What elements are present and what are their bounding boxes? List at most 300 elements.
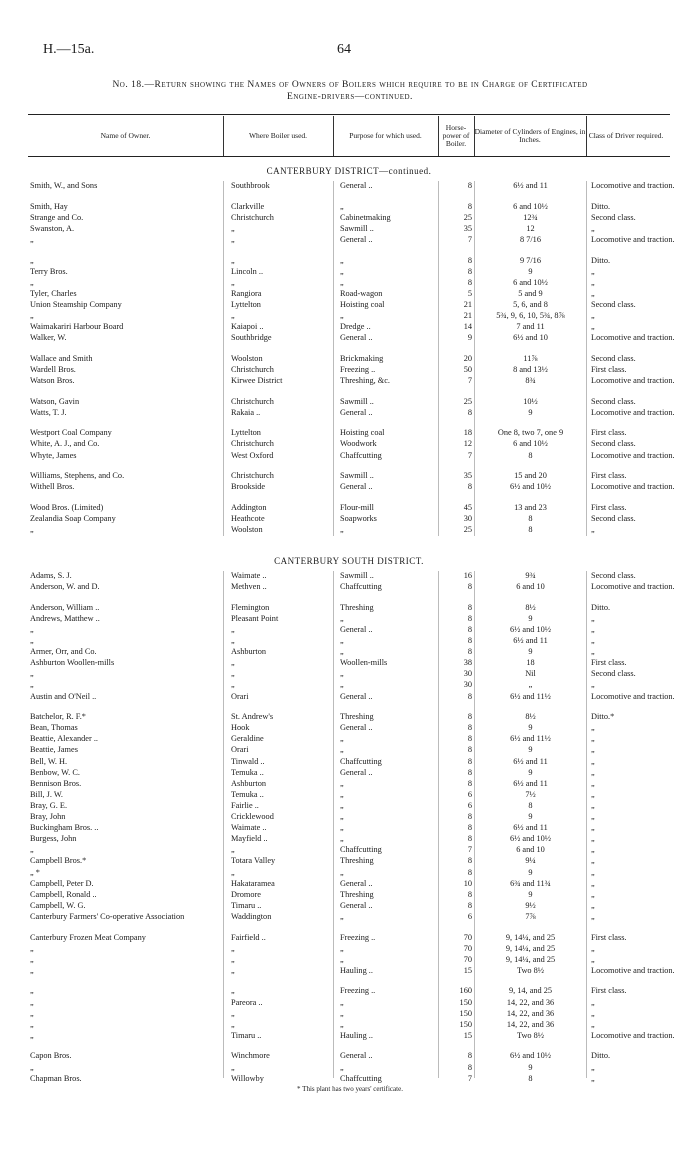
- where-cell: Orari: [231, 745, 249, 755]
- where-cell: Timaru ..: [231, 1030, 262, 1040]
- diameter-cell: 8½: [525, 712, 536, 722]
- column-separator: [586, 181, 587, 536]
- class-cell: First class.: [591, 428, 627, 438]
- purpose-cell: Soapworks: [340, 513, 377, 523]
- horse-power-cell: 70: [463, 943, 472, 953]
- owner-cell: Waimakariri Harbour Board: [30, 322, 124, 332]
- owner-cell: Capon Bros.: [30, 1051, 72, 1061]
- owner-cell: Anderson, W. and D.: [30, 582, 100, 592]
- owner-cell: Smith, W., and Sons: [30, 181, 98, 190]
- where-cell: Hook: [231, 723, 250, 733]
- purpose-cell: „: [340, 778, 344, 788]
- owner-cell: „: [30, 1008, 34, 1018]
- class-cell: Second class.: [591, 571, 636, 580]
- horse-power-cell: 8: [467, 900, 472, 910]
- diameter-cell: One 8, two 7, one 9: [497, 428, 564, 438]
- purpose-cell: Threshing: [340, 856, 374, 866]
- horse-power-cell: 8: [467, 181, 472, 190]
- class-cell: Locomotive and traction.: [591, 582, 675, 592]
- section-title: CANTERBURY DISTRICT—continued.: [266, 166, 432, 176]
- header-divider: [333, 116, 334, 156]
- purpose-cell: Freezing ..: [340, 986, 376, 996]
- owner-cell: Williams, Stephens, and Co.: [30, 471, 125, 481]
- owner-cell: Bray, John: [30, 812, 66, 821]
- class-cell: „: [591, 889, 595, 899]
- horse-power-cell: 8: [467, 1051, 472, 1061]
- where-cell: Southbrook: [231, 181, 270, 190]
- purpose-cell: General ..: [340, 723, 373, 733]
- owner-cell: Bennison Bros.: [30, 778, 82, 788]
- class-cell: „: [591, 789, 595, 799]
- horse-power-cell: 8: [467, 812, 472, 821]
- where-cell: „: [231, 234, 235, 244]
- class-cell: Second class.: [591, 439, 636, 449]
- where-cell: „: [231, 636, 235, 645]
- owner-cell: „: [30, 845, 34, 855]
- owner-cell: Wallace and Smith: [30, 353, 93, 363]
- diameter-cell: 8: [528, 450, 533, 460]
- diameter-cell: 9: [528, 767, 533, 777]
- diameter-cell: 15 and 20: [514, 471, 547, 481]
- where-cell: Christchurch: [231, 364, 274, 374]
- purpose-cell: „: [340, 954, 344, 964]
- purpose-cell: „: [340, 734, 344, 744]
- class-cell: „: [591, 613, 595, 623]
- owner-cell: „: [30, 965, 34, 975]
- where-cell: Tinwald ..: [231, 756, 265, 766]
- class-cell: Locomotive and traction.: [591, 376, 675, 385]
- class-cell: Locomotive and traction.: [591, 234, 675, 244]
- owner-cell: Chapman Bros.: [30, 1073, 82, 1083]
- diameter-cell: 6 and 10½: [513, 201, 548, 211]
- diameter-cell: 9, 14¼, and 25: [505, 954, 556, 964]
- purpose-cell: General ..: [340, 900, 373, 910]
- diameter-cell: 14, 22, and 36: [506, 1019, 555, 1029]
- where-cell: „: [231, 986, 235, 996]
- where-cell: Flemington: [231, 602, 270, 612]
- diameter-cell: 9: [528, 613, 533, 623]
- horse-power-cell: 8: [467, 582, 472, 592]
- horse-power-cell: 8: [467, 201, 472, 211]
- class-cell: „: [591, 624, 595, 634]
- diameter-cell: 7⅞: [525, 911, 536, 921]
- diameter-cell: 9: [528, 407, 533, 417]
- where-cell: Kirwee District: [231, 376, 283, 385]
- class-cell: „: [591, 878, 595, 888]
- diameter-cell: 6 and 10½: [513, 439, 548, 449]
- class-cell: „: [591, 723, 595, 733]
- purpose-cell: „: [340, 613, 344, 623]
- purpose-cell: Threshing: [340, 712, 374, 722]
- purpose-cell: Hauling ..: [340, 1030, 373, 1040]
- owner-cell: „: [30, 1062, 34, 1072]
- purpose-cell: „: [340, 812, 344, 821]
- horse-power-cell: 21: [463, 311, 472, 320]
- diameter-cell: 8½: [525, 602, 536, 612]
- diameter-cell: 5, 6, and 8: [513, 299, 548, 309]
- diameter-cell: 5 and 9: [518, 288, 543, 298]
- header-top-rule: [28, 114, 670, 115]
- where-cell: Dromore: [231, 889, 261, 899]
- header-bottom-rule: [28, 156, 670, 157]
- horse-power-cell: 25: [463, 525, 472, 534]
- diameter-cell: 9¾: [525, 571, 536, 580]
- class-cell: Second class.: [591, 513, 636, 523]
- class-cell: „: [591, 647, 595, 657]
- horse-power-cell: 20: [463, 353, 472, 363]
- purpose-cell: Hoisting coal: [340, 299, 385, 309]
- horse-power-cell: 8: [467, 255, 472, 265]
- horse-power-cell: 8: [467, 889, 472, 899]
- diameter-cell: 8 7/16: [520, 234, 541, 244]
- horse-power-cell: 30: [463, 513, 472, 523]
- diameter-cell: 7½: [525, 789, 536, 799]
- owner-cell: Canterbury Frozen Meat Company: [30, 932, 146, 942]
- class-cell: Locomotive and traction.: [591, 1030, 675, 1040]
- class-cell: „: [591, 266, 595, 276]
- horse-power-cell: 35: [463, 471, 472, 481]
- purpose-cell: „: [340, 834, 344, 844]
- diameter-cell: 10½: [523, 396, 538, 406]
- horse-power-cell: 15: [463, 1030, 472, 1040]
- horse-power-cell: 8: [467, 691, 472, 701]
- owner-cell: Batchelor, R. F.*: [30, 712, 86, 722]
- owner-cell: Watts, T. J.: [30, 407, 67, 417]
- purpose-cell: „: [340, 311, 344, 320]
- purpose-cell: Woollen-mills: [340, 658, 388, 668]
- class-cell: „: [591, 1073, 595, 1083]
- horse-power-cell: 8: [467, 834, 472, 844]
- column-separator: [223, 181, 224, 536]
- horse-power-cell: 12: [463, 439, 472, 449]
- purpose-cell: Chaffcutting: [340, 756, 382, 766]
- class-cell: „: [591, 636, 595, 645]
- purpose-cell: „: [340, 867, 344, 877]
- class-cell: „: [591, 1062, 595, 1072]
- purpose-cell: Chaffcutting: [340, 845, 382, 855]
- purpose-cell: Sawmill ..: [340, 571, 374, 580]
- where-cell: Rakaia ..: [231, 407, 261, 417]
- purpose-cell: „: [340, 636, 344, 645]
- class-cell: Ditto.: [591, 602, 611, 612]
- where-cell: „: [231, 277, 235, 287]
- where-cell: Lincoln ..: [231, 266, 264, 276]
- where-cell: Rangiora: [231, 288, 262, 298]
- purpose-cell: „: [340, 277, 344, 287]
- owner-cell: Campbell, W. G.: [30, 900, 86, 910]
- owner-cell: „: [30, 1019, 34, 1029]
- column-separator: [474, 181, 475, 536]
- where-cell: Heathcote: [231, 513, 265, 523]
- diameter-cell: 9: [528, 266, 533, 276]
- owner-cell: „: [30, 277, 34, 287]
- where-cell: „: [231, 624, 235, 634]
- owner-cell: „: [30, 624, 34, 634]
- class-cell: „: [591, 845, 595, 855]
- owner-cell: Burgess, John: [30, 834, 77, 844]
- purpose-cell: General ..: [340, 691, 373, 701]
- owner-cell: „: [30, 997, 34, 1007]
- class-cell: Ditto.: [591, 255, 611, 265]
- purpose-cell: „: [340, 789, 344, 799]
- class-cell: First class.: [591, 986, 627, 996]
- horse-power-cell: 7: [467, 376, 472, 385]
- purpose-cell: Road-wagon: [340, 288, 383, 298]
- diameter-cell: 9: [528, 723, 533, 733]
- where-cell: Totara Valley: [231, 856, 276, 866]
- horse-power-cell: 7: [467, 450, 472, 460]
- where-cell: Hakataramea: [231, 878, 275, 888]
- diameter-cell: 8: [528, 800, 533, 810]
- page-number: 64: [337, 42, 351, 57]
- class-cell: „: [591, 756, 595, 766]
- horse-power-cell: 150: [459, 1008, 472, 1018]
- where-cell: Methven ..: [231, 582, 267, 592]
- where-cell: Brookside: [231, 482, 266, 492]
- where-cell: Christchurch: [231, 396, 274, 406]
- header-diameter: Diameter of Cylinders of Engines, in Inches.: [474, 127, 586, 144]
- owner-cell: Terry Bros.: [30, 266, 68, 276]
- horse-power-cell: 25: [463, 396, 472, 406]
- class-cell: First class.: [591, 502, 627, 512]
- where-cell: Geraldine: [231, 734, 264, 744]
- class-cell: Locomotive and traction.: [591, 965, 675, 975]
- horse-power-cell: 15: [463, 965, 472, 975]
- owner-cell: Beattie, James: [30, 745, 78, 755]
- owner-cell: Whyte, James: [30, 450, 77, 460]
- class-cell: „: [591, 745, 595, 755]
- class-cell: Ditto.: [591, 201, 611, 211]
- where-cell: Lyttelton: [231, 428, 261, 438]
- purpose-cell: Chaffcutting: [340, 1073, 382, 1083]
- where-cell: Winchmore: [231, 1051, 270, 1061]
- class-cell: Second class.: [591, 396, 636, 406]
- footnote: * This plant has two years' certificate.: [297, 1085, 403, 1093]
- header-divider: [586, 116, 587, 156]
- owner-cell: „: [30, 943, 34, 953]
- owner-cell: Watson, Gavin: [30, 396, 80, 406]
- class-cell: „: [591, 867, 595, 877]
- diameter-cell: 9: [528, 867, 533, 877]
- diameter-cell: 9 7/16: [520, 255, 541, 265]
- horse-power-cell: 9: [467, 333, 472, 343]
- diameter-cell: 6½ and 10½: [509, 834, 552, 844]
- where-cell: Woolston: [231, 525, 263, 534]
- where-cell: „: [231, 954, 235, 964]
- horse-power-cell: 150: [459, 997, 472, 1007]
- owner-cell: „: [30, 525, 34, 534]
- where-cell: „: [231, 223, 235, 233]
- owner-cell: Campbell, Ronald ..: [30, 889, 97, 899]
- where-cell: „: [231, 943, 235, 953]
- purpose-cell: Hauling ..: [340, 965, 373, 975]
- class-cell: First class.: [591, 658, 627, 668]
- owner-cell: Westport Coal Company: [30, 428, 112, 438]
- diameter-cell: 13 and 23: [514, 502, 547, 512]
- class-cell: „: [591, 778, 595, 788]
- horse-power-cell: 8: [467, 1062, 472, 1072]
- horse-power-cell: 25: [463, 212, 472, 222]
- owner-cell: Tyler, Charles: [30, 288, 77, 298]
- owner-cell: Adams, S. J.: [30, 571, 72, 580]
- horse-power-cell: 45: [463, 502, 472, 512]
- class-cell: „: [591, 767, 595, 777]
- purpose-cell: Dredge ..: [340, 322, 371, 332]
- column-separator: [474, 571, 475, 1078]
- owner-cell: Bean, Thomas: [30, 723, 78, 733]
- horse-power-cell: 21: [463, 299, 472, 309]
- owner-cell: Walker, W.: [30, 333, 67, 343]
- diameter-cell: 9: [528, 812, 533, 821]
- horse-power-cell: 16: [463, 571, 472, 580]
- diameter-cell: 9: [528, 1062, 533, 1072]
- where-cell: Orari: [231, 691, 249, 701]
- where-cell: „: [231, 1019, 235, 1029]
- horse-power-cell: 160: [459, 986, 472, 996]
- horse-power-cell: 8: [467, 482, 472, 492]
- diameter-cell: 6½ and 11: [513, 181, 548, 190]
- column-separator: [223, 571, 224, 1078]
- where-cell: „: [231, 965, 235, 975]
- where-cell: „: [231, 680, 235, 690]
- title-line-1: No. 18.—Return showing the Names of Owners of Boilers which require to be in Charge of Certificated: [112, 80, 588, 90]
- horse-power-cell: 38: [463, 658, 472, 668]
- purpose-cell: Cabinetmaking: [340, 212, 391, 222]
- purpose-cell: General ..: [340, 878, 373, 888]
- purpose-cell: „: [340, 1008, 344, 1018]
- purpose-cell: General ..: [340, 181, 373, 190]
- owner-cell: „: [30, 1030, 34, 1040]
- horse-power-cell: 18: [463, 428, 472, 438]
- class-cell: „: [591, 277, 595, 287]
- header-owner: Name of Owner.: [100, 131, 151, 140]
- horse-power-cell: 8: [467, 723, 472, 733]
- class-cell: „: [591, 954, 595, 964]
- owner-cell: „: [30, 669, 34, 679]
- owner-cell: Buckingham Bros. ..: [30, 823, 99, 833]
- owner-cell: „: [30, 311, 34, 320]
- class-cell: Locomotive and traction.: [591, 181, 675, 190]
- horse-power-cell: 8: [467, 823, 472, 833]
- horse-power-cell: 30: [463, 680, 472, 690]
- purpose-cell: „: [340, 997, 344, 1007]
- horse-power-cell: 8: [467, 712, 472, 722]
- where-cell: Timaru ..: [231, 900, 262, 910]
- purpose-cell: Freezing ..: [340, 364, 376, 374]
- class-cell: „: [591, 322, 595, 332]
- column-separator: [438, 181, 439, 536]
- owner-cell: Wardell Bros.: [30, 364, 76, 374]
- diameter-cell: 14, 22, and 36: [506, 1008, 555, 1018]
- purpose-cell: „: [340, 1062, 344, 1072]
- diameter-cell: „: [528, 680, 533, 690]
- horse-power-cell: 8: [467, 277, 472, 287]
- class-cell: „: [591, 800, 595, 810]
- owner-cell: „: [30, 636, 34, 645]
- diameter-cell: 11⅞: [523, 353, 538, 363]
- header-divider: [474, 116, 475, 156]
- purpose-cell: „: [340, 745, 344, 755]
- diameter-cell: Two 8½: [516, 965, 545, 975]
- class-cell: Locomotive and traction.: [591, 691, 675, 701]
- class-cell: „: [591, 856, 595, 866]
- diameter-cell: 5¾, 9, 6, 10, 5¾, 8⅞: [496, 311, 565, 320]
- where-cell: Southbridge: [231, 333, 272, 343]
- diameter-cell: 6¾ and 11¾: [510, 878, 551, 888]
- diameter-cell: Nil: [525, 669, 536, 679]
- owner-cell: „: [30, 986, 34, 996]
- diameter-cell: 9: [528, 889, 533, 899]
- where-cell: „: [231, 867, 235, 877]
- horse-power-cell: 70: [463, 932, 472, 942]
- horse-power-cell: 8: [467, 867, 472, 877]
- owner-cell: „: [30, 234, 34, 244]
- owner-cell: Ashburton Woollen-mills: [30, 658, 115, 668]
- horse-power-cell: 8: [467, 734, 472, 744]
- where-cell: Kaiapoi ..: [231, 322, 264, 332]
- class-cell: „: [591, 525, 595, 534]
- class-cell: Locomotive and traction.: [591, 450, 675, 460]
- class-cell: „: [591, 223, 595, 233]
- purpose-cell: Brickmaking: [340, 353, 384, 363]
- class-cell: „: [591, 1008, 595, 1018]
- diameter-cell: 6½ and 11: [513, 756, 548, 766]
- owner-cell: „: [30, 255, 34, 265]
- owner-cell: Austin and O'Neil ..: [30, 691, 97, 701]
- horse-power-cell: 8: [467, 856, 472, 866]
- diameter-cell: 8 and 13½: [513, 364, 548, 374]
- horse-power-cell: 8: [467, 407, 472, 417]
- purpose-cell: General ..: [340, 407, 373, 417]
- owner-cell: Bill, J. W.: [30, 789, 63, 799]
- horse-power-cell: 50: [463, 364, 472, 374]
- diameter-cell: 8: [528, 513, 533, 523]
- owner-cell: Andrews, Matthew ..: [30, 613, 100, 623]
- where-cell: Willowby: [231, 1073, 264, 1083]
- horse-power-cell: 7: [467, 1073, 472, 1083]
- horse-power-cell: 8: [467, 767, 472, 777]
- horse-power-cell: 35: [463, 223, 472, 233]
- class-cell: Second class.: [591, 212, 636, 222]
- horse-power-cell: 6: [467, 800, 472, 810]
- diameter-cell: 8: [528, 1073, 533, 1083]
- class-cell: Locomotive and traction.: [591, 333, 675, 343]
- horse-power-cell: 6: [467, 911, 472, 921]
- class-cell: First class.: [591, 932, 627, 942]
- owner-cell: Withell Bros.: [30, 482, 75, 492]
- diameter-cell: 9, 14, and 25: [508, 986, 553, 996]
- purpose-cell: General ..: [340, 482, 373, 492]
- horse-power-cell: 10: [463, 878, 472, 888]
- purpose-cell: „: [340, 823, 344, 833]
- where-cell: Clarkville: [231, 201, 265, 211]
- diameter-cell: 9¼: [525, 856, 536, 866]
- where-cell: Temuka ..: [231, 789, 264, 799]
- where-cell: Ashburton: [231, 647, 267, 657]
- purpose-cell: „: [340, 680, 344, 690]
- horse-power-cell: 8: [467, 602, 472, 612]
- column-separator: [333, 181, 334, 536]
- owner-cell: Campbell Bros.*: [30, 856, 87, 866]
- owner-cell: Strange and Co.: [30, 212, 84, 222]
- where-cell: Christchurch: [231, 439, 274, 449]
- where-cell: Fairfield ..: [231, 932, 266, 942]
- diameter-cell: 9: [528, 745, 533, 755]
- purpose-cell: „: [340, 800, 344, 810]
- owner-cell: Union Steamship Company: [30, 299, 122, 309]
- class-cell: „: [591, 823, 595, 833]
- class-cell: „: [591, 997, 595, 1007]
